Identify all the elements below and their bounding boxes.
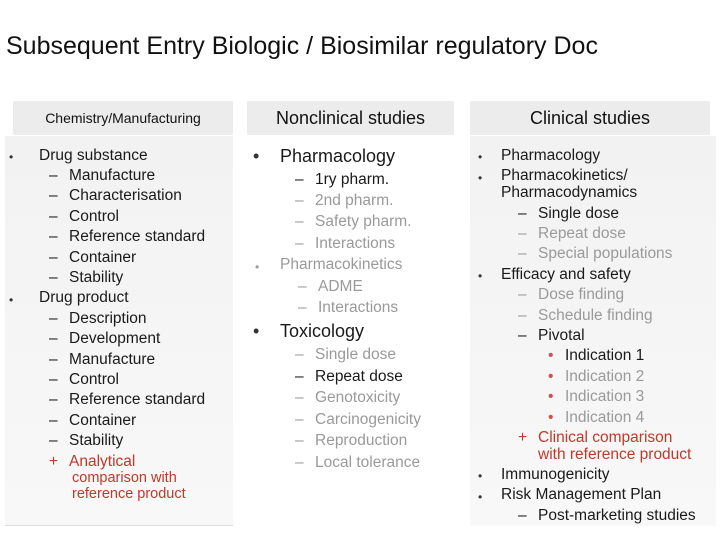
toxicology-label: Toxicology: [280, 321, 365, 341]
list-item: – Characterisation: [49, 187, 182, 204]
slide-title: Subsequent Entry Biologic / Biosimilar regulatory Doc: [6, 32, 598, 60]
chemistry-manufacturing-column: [5, 136, 233, 526]
list-item: – Manufacture: [49, 167, 156, 184]
bullet-icon: •: [478, 171, 483, 185]
plus-icon: +: [518, 429, 528, 446]
nonclinical-studies-column: [247, 136, 462, 526]
list-item: – Local tolerance: [295, 454, 421, 471]
header-nonclinical-studies: Nonclinical studies: [247, 101, 454, 135]
bullet-icon: •: [478, 490, 483, 504]
clinical-studies-column: [470, 136, 716, 526]
list-item: – Development: [49, 330, 161, 347]
clinical-comparison-item: + Clinical comparison: [518, 429, 673, 446]
bullet-icon: •: [478, 150, 483, 164]
bullet-icon: •: [253, 146, 260, 166]
list-item: – 1ry pharm.: [295, 171, 390, 188]
list-item: – Control: [49, 208, 119, 225]
list-item: – Container: [49, 412, 137, 429]
analytical-comparison-line: comparison with: [72, 470, 177, 486]
pkpd-label-line: Pharmacodynamics: [501, 184, 638, 201]
bullet-icon: •: [253, 321, 260, 341]
list-item: – 2nd pharm.: [295, 192, 394, 209]
analytical-comparison-item: + Analytical: [49, 453, 136, 470]
indication-item: • Indication 2: [548, 368, 645, 385]
clinical-comparison-line: with reference product: [538, 446, 692, 463]
list-item: – Genotoxicity: [295, 389, 401, 406]
pharmacokinetics-label: Pharmacokinetics: [280, 256, 403, 273]
pharmacology-label: Pharmacology: [280, 146, 396, 166]
list-item: – Interactions: [295, 235, 396, 252]
bullet-icon: •: [9, 150, 14, 164]
list-item: – Description: [49, 310, 147, 327]
list-item: – Single dose: [295, 346, 397, 363]
list-item: – Interactions: [298, 299, 399, 316]
list-item: – Reference standard: [49, 228, 206, 245]
list-item: – Pivotal: [518, 327, 585, 344]
list-item: – Post-marketing studies: [518, 507, 696, 524]
analytical-comparison-line: reference product: [72, 486, 186, 502]
list-item: – Stability: [49, 432, 124, 449]
efficacy-safety-label: Efficacy and safety: [501, 266, 631, 283]
plus-icon: +: [49, 453, 59, 470]
list-item: – Container: [49, 249, 137, 266]
list-item: – Special populations: [518, 245, 673, 262]
risk-management-plan-label: Risk Management Plan: [501, 486, 662, 503]
list-item: – Repeat dose: [518, 225, 626, 242]
list-item: – Stability: [49, 269, 124, 286]
list-item: – Schedule finding: [518, 307, 653, 324]
header-chemistry-manufacturing: Chemistry/Manufacturing: [13, 101, 233, 135]
list-item: – Control: [49, 371, 119, 388]
drug-product-label: Drug product: [39, 289, 129, 306]
list-item: – Manufacture: [49, 351, 156, 368]
list-item: – Carcinogenicity: [295, 411, 421, 428]
indication-item: • Indication 4: [548, 409, 645, 426]
indication-item: • Indication 1: [548, 347, 645, 364]
list-item: – Reference standard: [49, 391, 206, 408]
drug-substance-label: Drug substance: [39, 147, 148, 164]
bullet-icon: •: [478, 469, 483, 483]
list-item: – Safety pharm.: [295, 213, 412, 230]
list-item: – Repeat dose: [295, 368, 403, 385]
list-item: – Single dose: [518, 205, 620, 222]
pharmacology-label: Pharmacology: [501, 147, 601, 164]
list-item: – Dose finding: [518, 286, 625, 303]
list-item: – ADME: [298, 278, 363, 295]
pkpd-label: Pharmacokinetics/: [501, 167, 628, 184]
bullet-icon: •: [478, 269, 483, 283]
bullet-icon: •: [255, 260, 260, 274]
list-item: – Reproduction: [295, 432, 408, 449]
header-clinical-studies: Clinical studies: [470, 101, 710, 135]
bullet-icon: •: [9, 293, 14, 307]
indication-item: • Indication 3: [548, 388, 645, 405]
immunogenicity-label: Immunogenicity: [501, 466, 610, 483]
